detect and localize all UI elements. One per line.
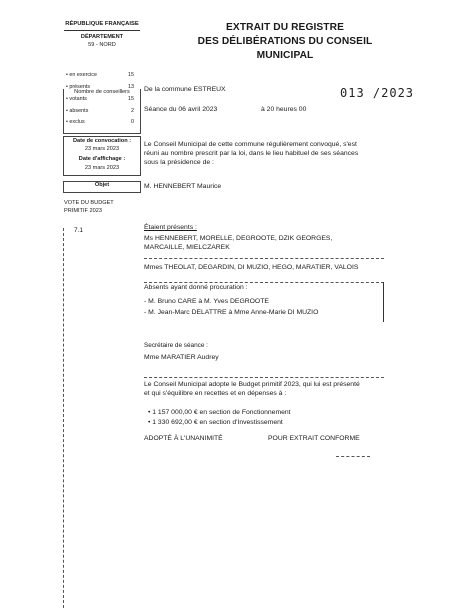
count-label: • présents <box>66 84 91 90</box>
count-row <box>66 108 134 114</box>
page-title <box>170 21 400 63</box>
title-line: EXTRAIT DU REGISTRE <box>226 22 344 33</box>
count-value: 15 <box>128 96 134 102</box>
republic-label: RÉPUBLIQUE FRANÇAISE <box>65 21 139 27</box>
affichage-label: Date d'affichage : <box>78 156 126 162</box>
presents-label: Étaient présents : <box>144 224 197 231</box>
affichage-value: 23 mars 2023 <box>84 165 120 171</box>
convocation-value: 23 mars 2023 <box>84 146 120 152</box>
intro-line: sous la présidence de : <box>144 158 214 166</box>
presents-line: MARCAILLE, MIELCZAREK <box>144 243 230 251</box>
count-label: • en exercice <box>66 72 97 78</box>
department-label: DÉPARTEMENT <box>80 34 124 40</box>
department-value: 59 - NORD <box>88 42 116 48</box>
count-value: 2 <box>131 108 134 114</box>
procurations-separator <box>144 282 384 283</box>
decision-separator <box>144 377 384 378</box>
seance-line: Séance du 06 avril 2023 <box>144 106 218 113</box>
count-label: • exclus <box>66 119 85 125</box>
adopted-label: ADOPTÉ À L'UNANIMITÉ <box>144 435 223 442</box>
certified-label: POUR EXTRAIT CONFORME <box>268 435 360 442</box>
intro-line: réuni au nombre prescrit par la loi, dans le lieu habituel de ses séances <box>144 149 359 157</box>
convocation-label: Date de convocation : <box>72 138 132 144</box>
presents-list <box>144 235 404 253</box>
fonctionnement-amount: • 1 157 000,00 € en section de Fonctionnement <box>148 409 291 416</box>
count-value: 13 <box>128 84 134 90</box>
objet-text <box>64 200 142 215</box>
presents-line: Ms HENNEBERT, MORELLE, DEGROOTE, DZIK GEORGES, <box>144 235 333 242</box>
count-row <box>66 72 134 78</box>
president-name: M. HENNEBERT Maurice <box>144 183 222 190</box>
presents-line-women: Mmes THEOLAT, DEGARDIN, DI MUZIO, HEGO, MARATIER, VALOIS <box>144 264 359 271</box>
count-row <box>66 84 134 90</box>
decision-line: Le Conseil Municipal adopte le Budget primitif 2023, qui lui est présenté <box>144 381 360 388</box>
decision-paragraph <box>144 381 406 399</box>
commune-line: De la commune ESTREUX <box>144 86 226 93</box>
registration-stamp: 013 /2023 <box>340 86 415 100</box>
intro-line: Le Conseil Municipal de cette commune régulièrement convoqué, s'est <box>144 141 357 148</box>
procuration-line: - M. Jean-Marc DELATTRE à Mme Anne-Marie DI MUZIO <box>144 308 319 316</box>
footer-dash <box>336 456 370 457</box>
count-row <box>66 119 134 125</box>
title-line: MUNICIPAL <box>256 50 314 62</box>
count-label: • absents <box>66 108 89 114</box>
councillors-label: Nombre de conseillers <box>74 89 130 95</box>
investissement-amount: • 1 330 692,00 € en section d'Investissement <box>148 419 283 426</box>
objet-line: PRIMITIF 2023 <box>64 207 102 214</box>
procurations-side-rule <box>383 282 384 322</box>
intro-paragraph <box>144 141 394 168</box>
header-rule <box>64 30 140 31</box>
procurations-list <box>144 298 384 318</box>
presents-separator <box>144 258 384 259</box>
count-label: • votants <box>66 96 87 102</box>
count-value: 15 <box>128 72 134 78</box>
secretary-label: Secrétaire de séance : <box>144 342 208 349</box>
time-line: à 20 heures 00 <box>261 106 307 113</box>
procurations-label: Absents ayant donné procuration : <box>144 284 248 291</box>
procuration-line: - M. Bruno CARE à M. Yves DEGROOTE <box>144 298 269 305</box>
count-row <box>66 96 134 102</box>
count-value: 0 <box>131 119 134 125</box>
objet-label: Objet <box>94 182 110 188</box>
title-line: DES DÉLIBÉRATIONS DU CONSEIL <box>197 36 373 48</box>
decision-line: et qui s'équilibre en recettes et en dépenses à : <box>144 389 287 397</box>
objet-line: VOTE DU BUDGET <box>64 200 114 206</box>
left-margin-dash <box>63 228 64 608</box>
deliberation-number: 7.1 <box>74 227 84 234</box>
secretary-name: Mme MARATIER Audrey <box>144 354 219 361</box>
